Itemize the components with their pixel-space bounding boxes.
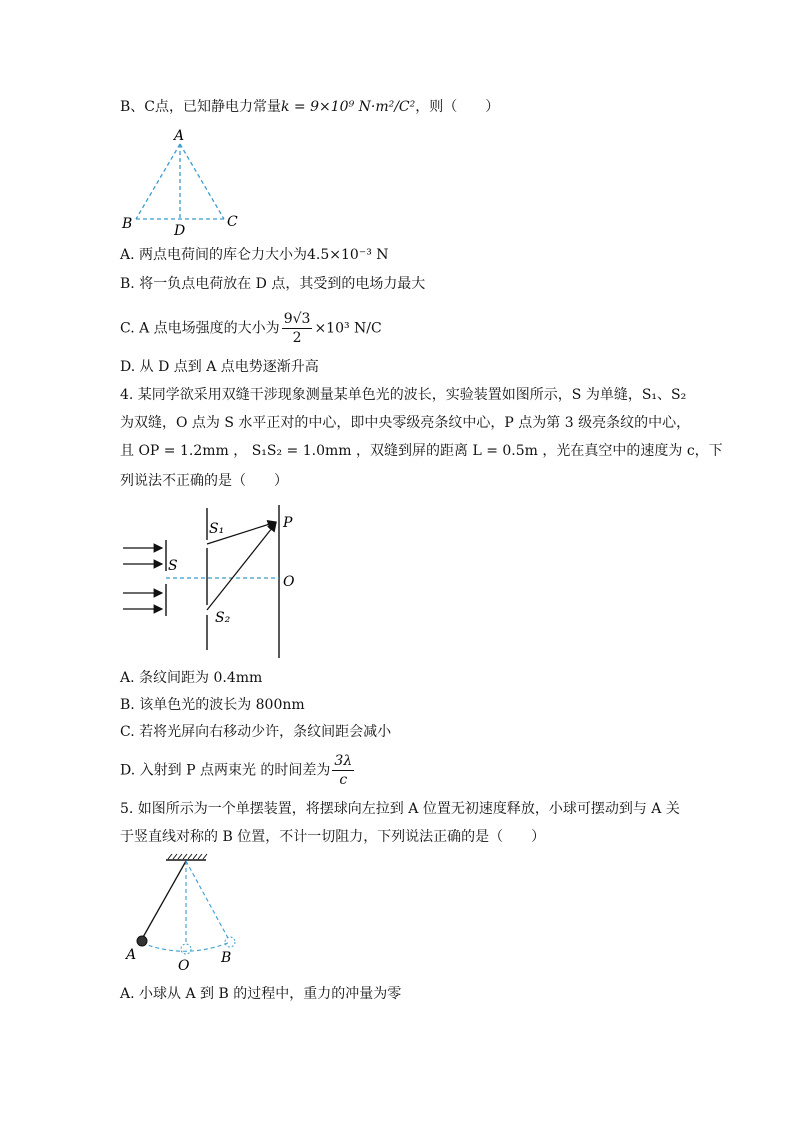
- triangle-figure: [118, 124, 248, 240]
- q4-line-2: 为双缝，O 点为 S 水平正对的中心，即中央零级亮条纹中心，P 点为第 3 级亮条纹的中心，: [120, 415, 691, 431]
- label-a: A: [126, 947, 137, 963]
- ceiling-hatching: [168, 854, 207, 859]
- q4-option-d-fraction: [332, 752, 354, 789]
- label-s2: S₂: [215, 610, 231, 626]
- q3-option-c-fraction: [282, 310, 313, 347]
- label-o: O: [178, 958, 190, 974]
- q4-line-1: 4. 某同学欲采用双缝干涉现象测量某单色光的波长，实验装置如图所示，S 为单缝，S₁、S₂: [120, 387, 687, 403]
- q3-intro-prefix: B、C点，已知静电力常量: [120, 99, 281, 115]
- label-o: O: [283, 574, 295, 590]
- triangle-side-ab: [136, 144, 180, 219]
- fraction-denominator: c: [339, 772, 348, 788]
- label-d: D: [174, 223, 186, 239]
- label-s1: S₁: [209, 521, 225, 537]
- q3-k-formula: k = 9×10⁹ N·m²/C²: [281, 99, 416, 115]
- q3-option-c-text: C. A 点电场强度的大小为: [120, 320, 280, 337]
- pendulum-figure: [120, 852, 250, 974]
- q3-option-c-unit: ×10³ N/C: [314, 320, 382, 337]
- fraction-denominator: 2: [292, 330, 302, 346]
- swing-arc: [142, 942, 230, 951]
- q3-option-a-text: A. 两点电荷间的库仑力大小为: [120, 247, 308, 263]
- q4-line-4: 列说法不正确的是（ ）: [120, 473, 288, 489]
- label-a: A: [174, 128, 185, 144]
- q3-option-b: B. 将一负点电荷放在 D 点，其受到的电场力最大: [120, 276, 426, 292]
- q4-option-d-text: D. 入射到 P 点两束光 的时间差为: [120, 762, 331, 779]
- q3-option-a: [120, 245, 389, 265]
- q3-option-c: [120, 310, 382, 347]
- q5-option-a: A. 小球从 A 到 B 的过程中，重力的冲量为零: [120, 986, 402, 1002]
- label-p: P: [283, 515, 293, 531]
- double-slit-figure: [118, 500, 308, 662]
- ball-at-o: [181, 944, 191, 954]
- q4-option-a: A. 条纹间距为 0.4mm: [120, 670, 263, 686]
- q4-option-c: C. 若将光屏向右移动少许，条纹间距会减小: [120, 724, 392, 740]
- pendulum-string: [142, 861, 186, 939]
- q4-line-3: 且 OP = 1.2mm ， S₁S₂ = 1.0mm ，双缝到屏的距离 L = 0.5m ，光在真空中的速度为 c，下: [120, 443, 723, 459]
- label-s: S: [168, 558, 178, 574]
- q3-intro-suffix: ，则（ ）: [415, 99, 500, 115]
- q3-intro: [120, 97, 499, 117]
- string-to-b-dashed: [186, 861, 228, 938]
- fraction-numerator: 9√3: [283, 311, 311, 327]
- q4-option-b: B. 该单色光的波长为 800nm: [120, 697, 305, 713]
- triangle-side-ac: [180, 144, 224, 219]
- ball-at-b: [225, 937, 235, 947]
- label-c: C: [227, 214, 238, 230]
- ball-at-a: [137, 936, 147, 946]
- incident-light-arrows: [123, 548, 162, 609]
- q3-option-d: D. 从 D 点到 A 点电势逐渐升高: [120, 359, 319, 375]
- fraction-numerator: 3λ: [334, 753, 353, 769]
- label-b: B: [122, 216, 133, 232]
- q5-line-2: 于竖直线对称的 B 位置，不计一切阻力，下列说法正确的是（ ）: [120, 829, 546, 845]
- q5-line-1: 5. 如图所示为一个单摆装置，将摆球向左拉到 A 位置无初速度释放，小球可摆动到与 A 关: [120, 801, 680, 817]
- label-b: B: [221, 950, 232, 966]
- q3-option-a-value: 4.5×10⁻³ N: [307, 247, 389, 263]
- q4-option-d: [120, 752, 356, 789]
